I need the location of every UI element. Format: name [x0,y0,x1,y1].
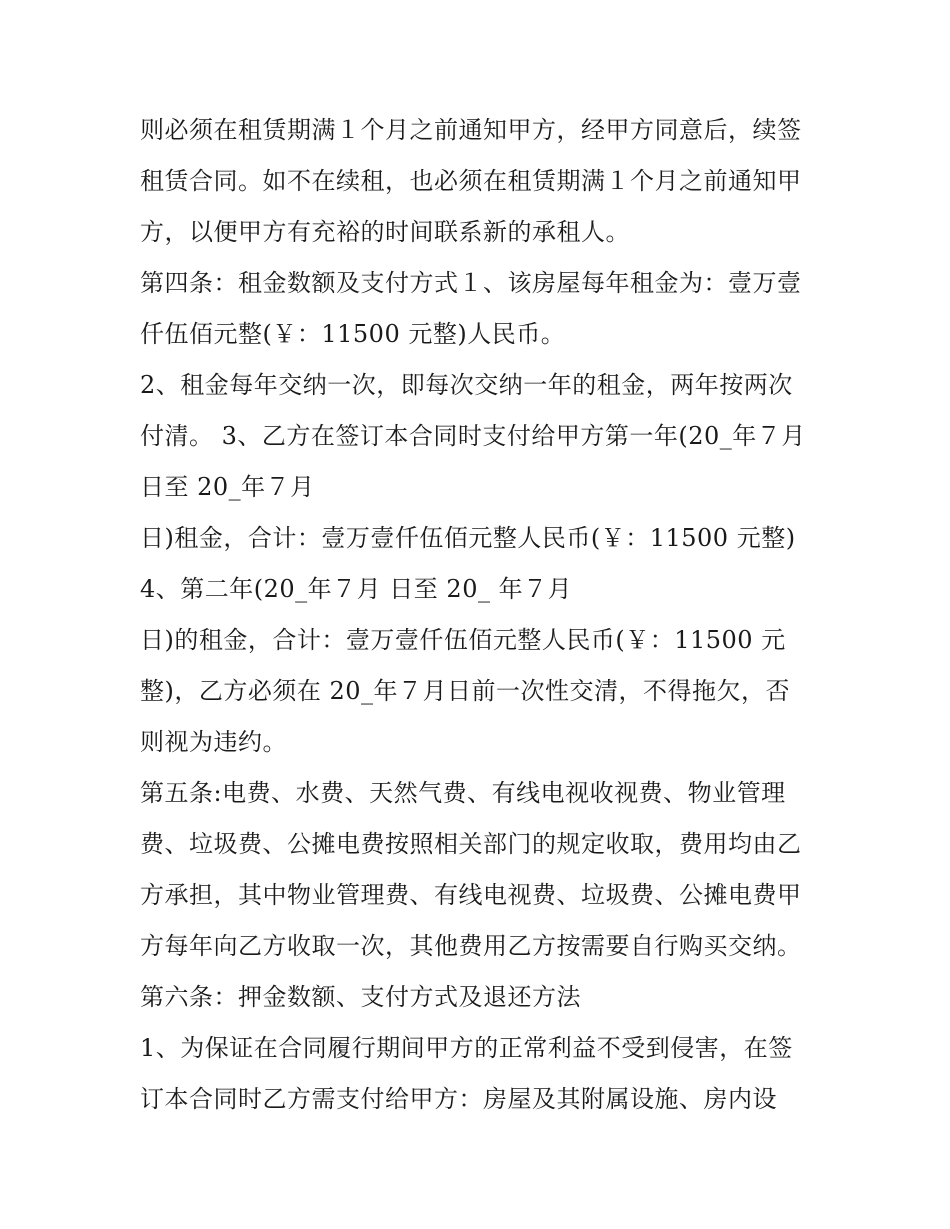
text-line: 第四条：租金数额及支付方式１、该房屋每年租金为：壹万壹 [140,269,802,297]
text-line: 2、租金每年交纳一次，即每次交纳一年的租金，两年按两次 [140,371,793,399]
text-line: 日)的租金，合计：壹万壹仟伍佰元整人民币(￥：11500 元 [140,626,786,654]
text-line: 费、垃圾费、公摊电费按照相关部门的规定收取，费用均由乙 [140,830,802,858]
text-line: 4、第二年(20_年７月 日至 20_ 年７月 [140,575,573,603]
text-line: 订本合同时乙方需支付给甲方：房屋及其附属设施、房内设 [140,1085,777,1113]
text-line: 则必须在租赁期满１个月之前通知甲方，经甲方同意后，续签 [140,116,802,144]
text-line: 仟伍佰元整(￥：11500 元整)人民币。 [140,320,566,348]
text-line: 整)，乙方必须在 20_年７月日前一次性交清，不得拖欠，否 [140,677,791,705]
text-line: 日至 20_年７月 [140,473,315,501]
text-line: 则视为违约。 [140,728,287,756]
text-line: 方，以便甲方有充裕的时间联系新的承租人。 [140,218,630,246]
document-body [140,105,830,1125]
text-line: 方每年向乙方收取一次，其他费用乙方按需要自行购买交纳。 [140,932,802,960]
text-line: 第五条:电费、水费、天然气费、有线电视收视费、物业管理 [140,779,786,807]
text-line: 租赁合同。如不在续租，也必须在租赁期满１个月之前通知甲 [140,167,802,195]
text-line: 第六条：押金数额、支付方式及退还方法 [140,983,581,1011]
text-line: 日)租金，合计：壹万壹仟伍佰元整人民币(￥：11500 元整) [140,524,796,552]
text-line: 1、为保证在合同履行期间甲方的正常利益不受到侵害，在签 [140,1034,793,1062]
text-line: 方承担，其中物业管理费、有线电视费、垃圾费、公摊电费甲 [140,881,802,909]
text-line: 付清。 3、乙方在签订本合同时支付给甲方第一年(20_年７月 [140,422,806,450]
